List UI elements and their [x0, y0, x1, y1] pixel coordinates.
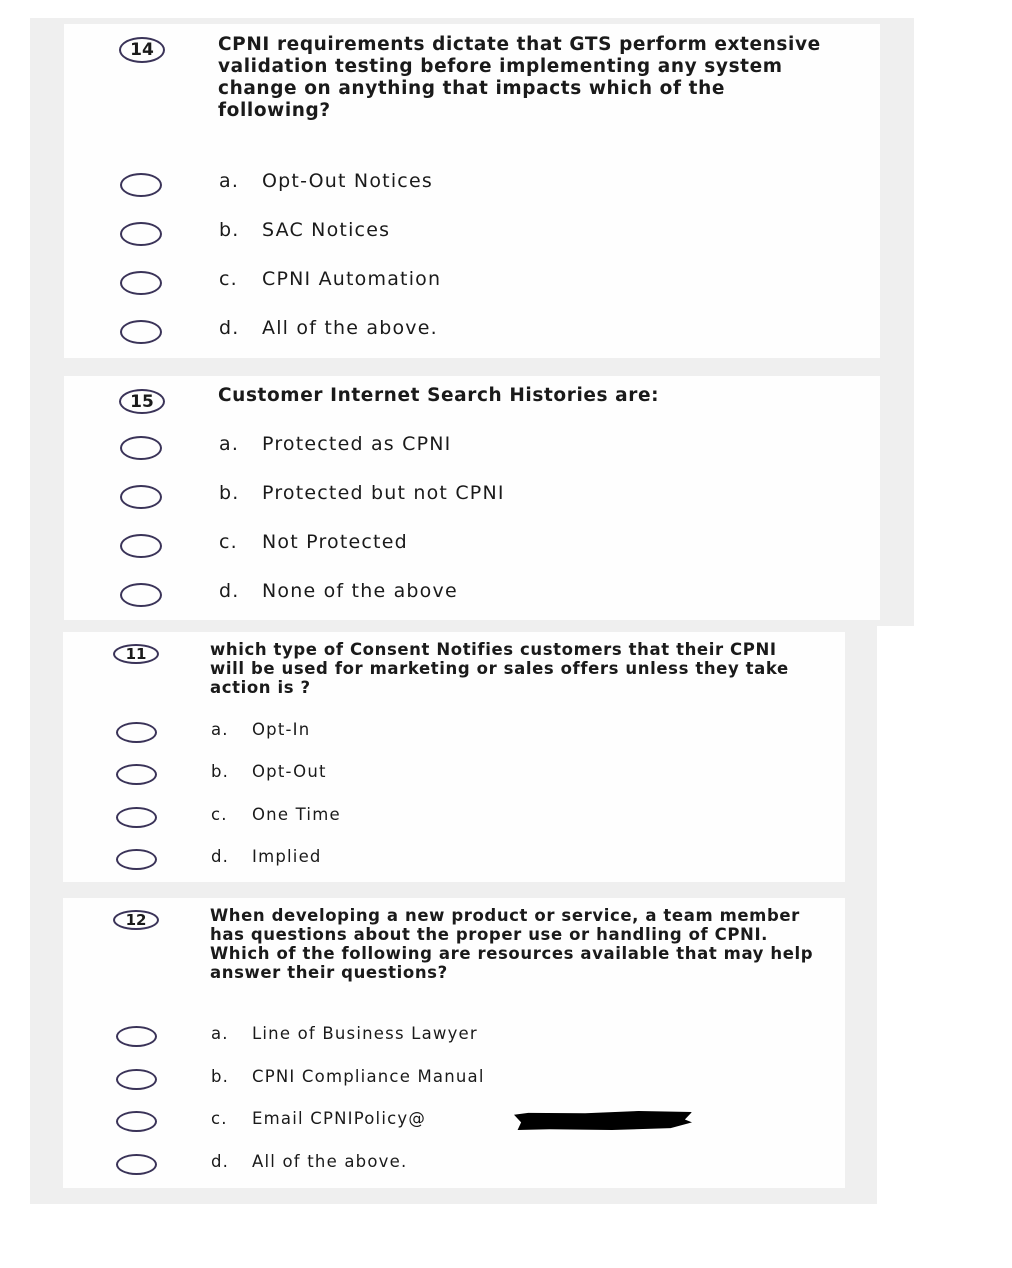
option-item[interactable]	[219, 268, 441, 290]
question-number-badge: 12	[113, 910, 159, 930]
option-item[interactable]	[211, 1067, 485, 1086]
option-item[interactable]	[219, 482, 505, 504]
option-letter: d.	[211, 1152, 230, 1171]
option-letter: b.	[211, 1067, 230, 1086]
question-text: which type of Consent Notifies customers that their CPNI will be used for marketing or sales offers unless they take action is ?	[210, 640, 789, 697]
option-radio[interactable]	[120, 583, 162, 607]
option-label: Line of Business Lawyer	[252, 1024, 478, 1043]
option-label: Opt-Out Notices	[262, 170, 433, 192]
option-radio[interactable]	[120, 436, 162, 460]
question-number-badge: 11	[113, 644, 159, 664]
option-item[interactable]	[211, 720, 310, 739]
option-letter: d.	[219, 580, 240, 602]
option-letter: a.	[219, 170, 240, 192]
option-label: All of the above.	[252, 1152, 408, 1171]
option-label: SAC Notices	[262, 219, 391, 241]
option-letter: d.	[219, 317, 240, 339]
option-letter: c.	[211, 1109, 228, 1128]
option-letter: a.	[211, 1024, 229, 1043]
option-letter: b.	[219, 219, 240, 241]
option-item[interactable]	[219, 433, 452, 455]
option-label: One Time	[252, 805, 341, 824]
option-radio[interactable]	[116, 1026, 157, 1047]
option-radio[interactable]	[120, 534, 162, 558]
option-radio[interactable]	[120, 320, 162, 344]
option-radio[interactable]	[116, 764, 157, 785]
option-letter: a.	[219, 433, 240, 455]
question-number-badge: 15	[119, 389, 165, 414]
option-letter: c.	[219, 531, 238, 553]
option-label: CPNI Automation	[262, 268, 442, 290]
question-text: Customer Internet Search Histories are:	[218, 385, 660, 406]
option-radio[interactable]	[116, 807, 157, 828]
option-label: CPNI Compliance Manual	[252, 1067, 485, 1086]
option-label: Email CPNIPolicy@	[252, 1109, 427, 1128]
option-letter: a.	[211, 720, 229, 739]
option-item[interactable]	[211, 805, 341, 824]
option-item[interactable]	[211, 762, 327, 781]
option-radio[interactable]	[120, 485, 162, 509]
question-text: When developing a new product or service, a team member has questions about the proper use or handling of CPNI. Which of the following are resources available that may help answer their questions?	[210, 906, 814, 982]
option-label: Protected as CPNI	[262, 433, 452, 455]
option-label: None of the above	[262, 580, 458, 602]
option-item[interactable]	[219, 580, 458, 602]
option-label: Implied	[252, 847, 322, 866]
option-label: Opt-In	[252, 720, 311, 739]
option-item[interactable]	[211, 1152, 407, 1171]
option-item[interactable]	[211, 847, 322, 866]
question-text: CPNI requirements dictate that GTS perform extensive validation testing before implementing any system change on anything that impacts which of the following?	[218, 34, 821, 121]
option-label: Not Protected	[262, 531, 408, 553]
option-radio[interactable]	[116, 1069, 157, 1090]
option-radio[interactable]	[120, 271, 162, 295]
option-radio[interactable]	[116, 849, 157, 870]
option-letter: d.	[211, 847, 230, 866]
option-radio[interactable]	[120, 222, 162, 246]
option-item[interactable]	[211, 1109, 426, 1128]
option-item[interactable]	[219, 170, 433, 192]
option-radio[interactable]	[116, 722, 157, 743]
option-label: Opt-Out	[252, 762, 327, 781]
option-radio[interactable]	[116, 1154, 157, 1175]
option-radio[interactable]	[120, 173, 162, 197]
option-label: Protected but not CPNI	[262, 482, 505, 504]
option-label: All of the above.	[262, 317, 438, 339]
option-item[interactable]	[219, 219, 390, 241]
option-letter: b.	[211, 762, 230, 781]
option-letter: b.	[219, 482, 240, 504]
option-item[interactable]	[211, 1024, 478, 1043]
option-item[interactable]	[219, 317, 438, 339]
redaction-mark	[514, 1111, 692, 1130]
option-radio[interactable]	[116, 1111, 157, 1132]
option-letter: c.	[219, 268, 238, 290]
option-letter: c.	[211, 805, 228, 824]
question-number-badge: 14	[119, 37, 165, 63]
option-item[interactable]	[219, 531, 408, 553]
